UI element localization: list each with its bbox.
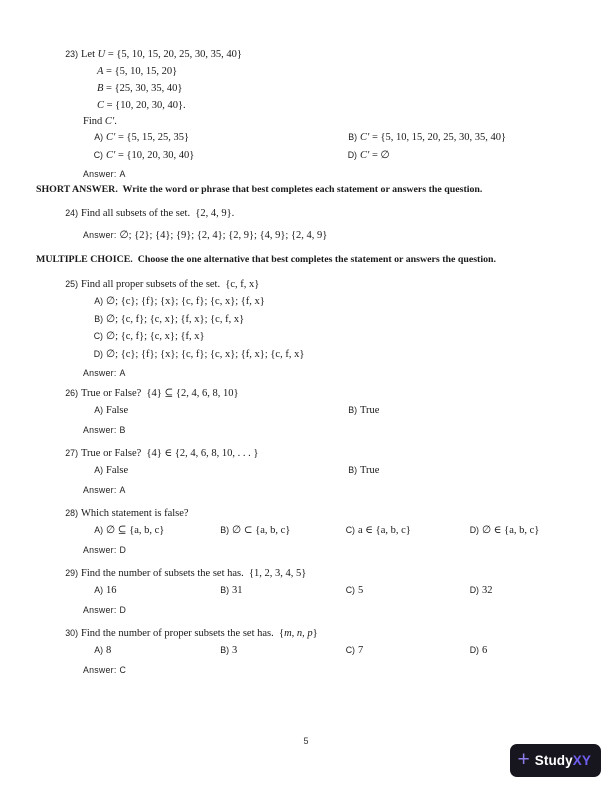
option-a — [90, 582, 216, 600]
option-text: 6 — [482, 645, 488, 656]
studyxy-logo[interactable] — [510, 744, 602, 777]
answer-value: B — [119, 424, 126, 435]
answer-label: Answer: — [83, 544, 117, 555]
answer-line — [83, 663, 612, 677]
option-a — [90, 642, 216, 660]
question-29-number: 29) — [65, 568, 78, 578]
option-text: C′ = {10, 20, 30, 40} — [106, 149, 195, 161]
option-letter: D) — [469, 585, 479, 595]
question-30-head — [0, 625, 612, 642]
question-29 — [0, 565, 612, 617]
question-30 — [0, 625, 612, 677]
question-26 — [0, 385, 612, 437]
option-text: 16 — [106, 585, 117, 596]
option-text: ∅; {c, f}; {c, x}; {f, x} — [106, 331, 205, 342]
option-text: True — [360, 405, 380, 416]
option-letter: A) — [94, 525, 103, 535]
page-number: 5 — [303, 736, 309, 746]
question-25 — [0, 276, 612, 380]
question-25-head — [0, 276, 612, 293]
answer-line — [83, 228, 612, 243]
option-letter: C) — [93, 149, 103, 160]
question-24-head — [0, 205, 612, 222]
option-text: C′ = ∅ — [360, 149, 390, 161]
option-b — [216, 582, 342, 600]
option-text: ∅; {c, f}; {c, x}; {f, x}; {c, f, x} — [106, 313, 245, 325]
answer-value: ∅; {2}; {4}; {9}; {2, 4}; {2, 9}; {4, 9}; {2, 4, 9} — [119, 230, 328, 241]
option-text: a ∈ {a, b, c} — [358, 525, 411, 536]
question-23-text: Let U = {5, 10, 15, 20, 25, 30, 35, 40} — [81, 49, 242, 60]
option-c — [342, 642, 466, 660]
option-d — [466, 522, 612, 540]
plus-icon: + — [517, 748, 530, 771]
option-letter: A) — [94, 645, 103, 655]
option-text: ∅; {c}; {f}; {x}; {c, f}; {c, x}; {f, x} — [106, 296, 265, 307]
question-23-prompt: Find C′. — [83, 116, 117, 127]
answer-line — [83, 543, 612, 557]
logo-text-xy: XY — [572, 753, 591, 768]
question-28-options — [90, 522, 612, 540]
question-24-text: Find all subsets of the set. {2, 4, 9}. — [81, 208, 235, 219]
question-27-head — [0, 445, 612, 462]
answer-line — [83, 423, 612, 437]
question-24-number: 24) — [65, 208, 78, 218]
question-25-text: Find all proper subsets of the set. {c, f, x} — [81, 279, 260, 290]
option-letter: D) — [469, 645, 479, 655]
question-29-text: Find the number of subsets the set has. {1, 2, 3, 4, 5} — [81, 568, 307, 579]
answer-value: D — [119, 544, 127, 555]
option-letter: B) — [220, 645, 229, 655]
answer-value: D — [119, 604, 127, 615]
answer-line — [83, 167, 612, 181]
option-c — [90, 147, 344, 165]
option-letter: B) — [348, 465, 357, 475]
question-25-number: 25) — [65, 279, 78, 289]
option-text: C′ = {5, 10, 15, 20, 25, 30, 35, 40} — [360, 132, 507, 143]
question-26-text: True or False? {4} ⊆ {2, 4, 6, 8, 10} — [81, 388, 239, 399]
logo-text-study: Study — [534, 753, 573, 768]
question-23-def-b: B = {25, 30, 35, 40} — [97, 83, 183, 94]
answer-line — [83, 366, 612, 380]
answer-label: Answer: — [83, 484, 117, 495]
option-letter: D) — [93, 348, 103, 359]
option-letter: A) — [94, 465, 103, 475]
option-letter: B) — [348, 405, 357, 415]
option-b — [216, 522, 342, 540]
option-d — [90, 346, 612, 364]
option-letter: A) — [94, 405, 103, 415]
answer-value: C — [119, 664, 127, 675]
option-text: 31 — [232, 585, 243, 596]
question-28 — [0, 505, 612, 557]
option-text: 32 — [482, 585, 493, 596]
option-a — [90, 129, 344, 147]
option-c — [90, 328, 612, 346]
option-text: ∅ ⊆ {a, b, c} — [106, 525, 165, 536]
option-a — [90, 293, 612, 311]
question-28-text: Which statement is false? — [81, 508, 189, 519]
option-letter: C) — [345, 525, 355, 535]
question-28-number: 28) — [65, 508, 78, 518]
option-letter: B) — [94, 313, 103, 324]
answer-line — [83, 603, 612, 617]
option-text: 7 — [358, 645, 364, 656]
option-text: False — [106, 465, 129, 476]
option-text: False — [106, 405, 129, 416]
answer-line — [83, 483, 612, 497]
answer-label: Answer: — [83, 424, 117, 435]
answer-value: A — [119, 169, 126, 179]
option-b — [216, 642, 342, 660]
answer-value: A — [119, 368, 126, 378]
option-d — [344, 147, 612, 165]
question-26-options — [90, 402, 612, 420]
answer-label: Answer: — [83, 169, 117, 179]
option-text: 8 — [106, 645, 112, 656]
option-text: C′ = {5, 15, 25, 35} — [106, 132, 190, 143]
section-heading-multiple-choice: MULTIPLE CHOICE. Choose the one alternative that best completes the statement or answers the question. — [36, 254, 496, 265]
option-text: True — [360, 465, 380, 476]
option-a — [90, 462, 344, 480]
question-23-options — [90, 129, 612, 164]
answer-label: Answer: — [83, 604, 117, 615]
question-25-options — [90, 293, 612, 363]
option-b — [344, 402, 612, 420]
option-letter: D) — [347, 149, 357, 160]
question-23 — [0, 46, 612, 181]
answer-value: A — [119, 484, 126, 495]
option-letter: C) — [345, 645, 355, 655]
option-b — [90, 311, 612, 329]
option-letter: D) — [469, 525, 479, 535]
option-letter: A) — [94, 296, 103, 306]
question-23-number: 23) — [65, 49, 78, 59]
question-23-head — [0, 46, 612, 63]
option-c — [342, 582, 466, 600]
option-b — [344, 462, 612, 480]
question-23-def-a: A = {5, 10, 15, 20} — [97, 66, 178, 77]
question-29-head — [0, 565, 612, 582]
option-b — [344, 129, 612, 147]
option-letter: A) — [94, 132, 103, 142]
question-24 — [0, 205, 612, 243]
option-text: ∅ ∈ {a, b, c} — [482, 525, 540, 536]
option-letter: B) — [220, 585, 229, 595]
question-26-head — [0, 385, 612, 402]
question-27 — [0, 445, 612, 497]
question-27-number: 27) — [65, 448, 78, 458]
option-letter: C) — [93, 331, 103, 341]
option-d — [466, 642, 612, 660]
option-letter: B) — [220, 525, 229, 535]
option-letter: B) — [348, 132, 357, 142]
question-30-options — [90, 642, 612, 660]
question-30-text: Find the number of proper subsets the set has. {m, n, p} — [81, 628, 318, 639]
option-d — [466, 582, 612, 600]
answer-label: Answer: — [83, 230, 117, 240]
question-23-def-c: C = {10, 20, 30, 40}. — [97, 100, 186, 111]
question-30-number: 30) — [65, 628, 78, 638]
answer-label: Answer: — [83, 368, 117, 378]
option-a — [90, 522, 216, 540]
option-text: 5 — [358, 585, 364, 596]
option-letter: A) — [94, 585, 103, 595]
section-heading-short-answer: SHORT ANSWER. Write the word or phrase that best completes each statement or answers the question. — [36, 184, 483, 195]
question-27-text: True or False? {4} ∈ {2, 4, 6, 8, 10, . . . } — [81, 448, 259, 459]
question-27-options — [90, 462, 612, 480]
option-text: ∅ ⊂ {a, b, c} — [232, 525, 291, 536]
option-c — [342, 522, 466, 540]
option-a — [90, 402, 344, 420]
question-29-options — [90, 582, 612, 600]
option-text: 3 — [232, 645, 238, 656]
option-text: ∅; {c}; {f}; {x}; {c, f}; {c, x}; {f, x}; {c, f, x} — [106, 348, 305, 360]
question-28-head — [0, 505, 612, 522]
answer-label: Answer: — [83, 664, 117, 675]
question-26-number: 26) — [65, 388, 78, 398]
option-letter: C) — [345, 585, 355, 595]
